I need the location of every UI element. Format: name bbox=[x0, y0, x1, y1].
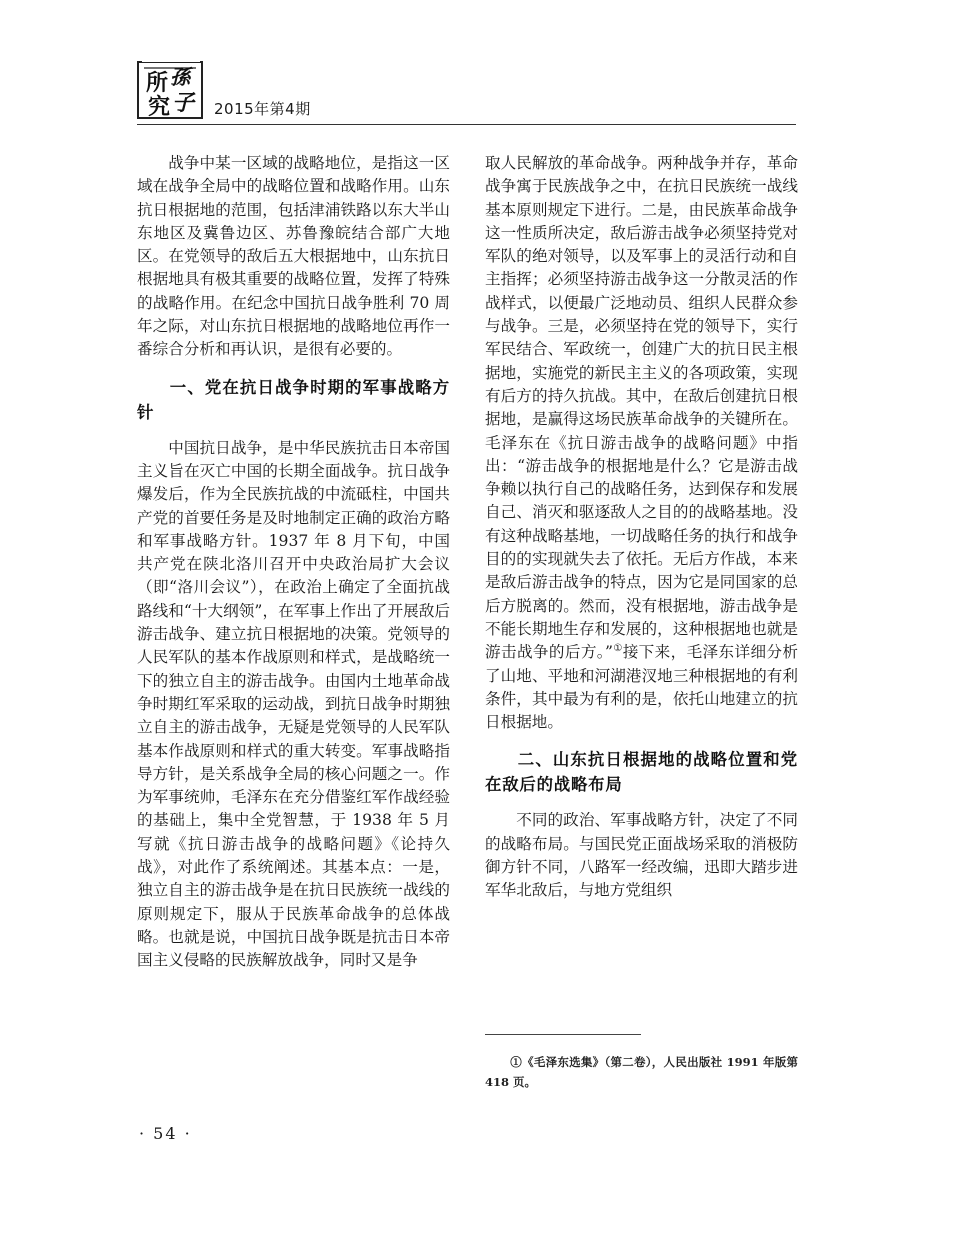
section-1-heading: 一、党在抗日战争时期的军事战略方针 bbox=[137, 377, 450, 422]
issue-label: 2015年第4期 bbox=[214, 100, 311, 118]
continued-paragraph bbox=[485, 152, 798, 734]
section-2-heading: 二、山东抗日根据地的战略位置和党在敌后的战略布局 bbox=[485, 750, 798, 795]
footnote-divider bbox=[485, 1034, 641, 1035]
left-column bbox=[137, 152, 450, 973]
svg-text:子: 子 bbox=[172, 90, 195, 116]
right-column bbox=[485, 152, 798, 903]
journal-logo bbox=[136, 54, 204, 120]
footnote-ref[interactable]: ① bbox=[612, 643, 623, 655]
svg-text:究: 究 bbox=[148, 94, 171, 120]
section-2-paragraph: 不同的政治、军事战略方针，决定了不同的战略布局。与国民党正面战场采取的消极防御方针不同，八路军一经改编，迅即大踏步进军华北敌后，与地方党组织 bbox=[485, 811, 798, 900]
page-number: · 54 · bbox=[139, 1124, 192, 1143]
svg-text:所: 所 bbox=[146, 70, 169, 96]
svg-text:孫: 孫 bbox=[170, 65, 190, 89]
footnote-text: ①《毛泽东选集》（第二卷），人民出版社 1991 年版第 418 页。 bbox=[485, 1055, 798, 1089]
section-1-paragraph: 中国抗日战争，是中华民族抗击日本帝国主义旨在灭亡中国的长期全面战争。抗日战争爆发后，作为全民族抗战的中流砥柱，中国共产党的首要任务是及时地制定正确的政治方略和军事战略方针。1937 年 8 月下旬，中国共产党在陕北洛川召开中央政治局扩大会议（即“洛川会议”），在政治上确定了全面抗战路线和“十大纲领”，在军事上作出了开展敌后游击战争、建立抗日根据地的决策。党领导的人民军队的基本作战原则和样式，是战略统一下的独立自主的游击战争。由国内土地革命战争时期红军采取的运动战，到抗日战争时期独立自主的游击战争，无疑是党领导的人民军队基本作战原则和样式的重大转变。军事战略指导方针，是关系战争全局的核心问题之一。作为军事统帅，毛泽东在充分借鉴红军作战经验的基础上，集中全党智慧，于 1938 年 5 月写就《抗日游击战争的战略问题》《论持久战》，对此作了系统阐述。其基本点：一是，独立自主的游击战争是在抗日民族统一战线的原则规定下，服从于民族革命战争的总体战略。也就是说，中国抗日战争既是抗击日本帝国主义侵略的民族解放战争，同时又是争 bbox=[137, 438, 450, 970]
journal-logo-icon bbox=[136, 54, 204, 120]
continued-text-b: 接下来，毛泽东详细分析了山地、平地和河湖港汊地三种根据地的有利条件，其中最为有利的是，依托山地建立的抗日根据地。 bbox=[485, 643, 798, 732]
continued-text-a: 取人民解放的革命战争。两种战争并存，革命战争寓于民族战争之中，在抗日民族统一战线基本原则规定下进行。二是，由民族革命战争这一性质所决定，敌后游击战争必须坚持党对军队的绝对领导，以及军事上的灵活行动和自主指挥；必须坚持游击战争这一分散灵活的作战样式，以便最广泛地动员、组织人民群众参与战争。三是，必须坚持在党的领导下，实行军民结合、军政统一，创建广大的抗日民主根据地，实施党的新民主主义的各项政策，实现有后方的持久抗战。其中，在敌后创建抗日根据地，是赢得这场民族革命战争的关键所在。毛泽东在《抗日游击战争的战略问题》中指出：“游击战争的根据地是什么？它是游击战争赖以执行自己的战略任务，达到保存和发展自己、消灭和驱逐敌人之目的的战略基地。没有这种战略基地，一切战略任务的执行和战争目的的实现就失去了依托。无后方作战，本来是敌后游击战争的特点，因为它是同国家的总后方脱离的。然而，没有根据地，游击战争是不能长期地生存和发展的，这种根据地也就是游击战争的后方。” bbox=[485, 154, 798, 662]
intro-paragraph: 战争中某一区域的战略地位，是指这一区域在战争全局中的战略位置和战略作用。山东抗日根据地的范围，包括津浦铁路以东大半山东地区及冀鲁边区、苏鲁豫皖结合部广大地区。在党领导的敌后五大根据地中，山东抗日根据地具有极其重要的战略位置，发挥了特殊的战略作用。在纪念中国抗日战争胜利 70 周年之际，对山东抗日根据地的战略地位再作一番综合分析和再认识，是很有必要的。 bbox=[137, 154, 450, 359]
header-divider bbox=[137, 124, 796, 125]
